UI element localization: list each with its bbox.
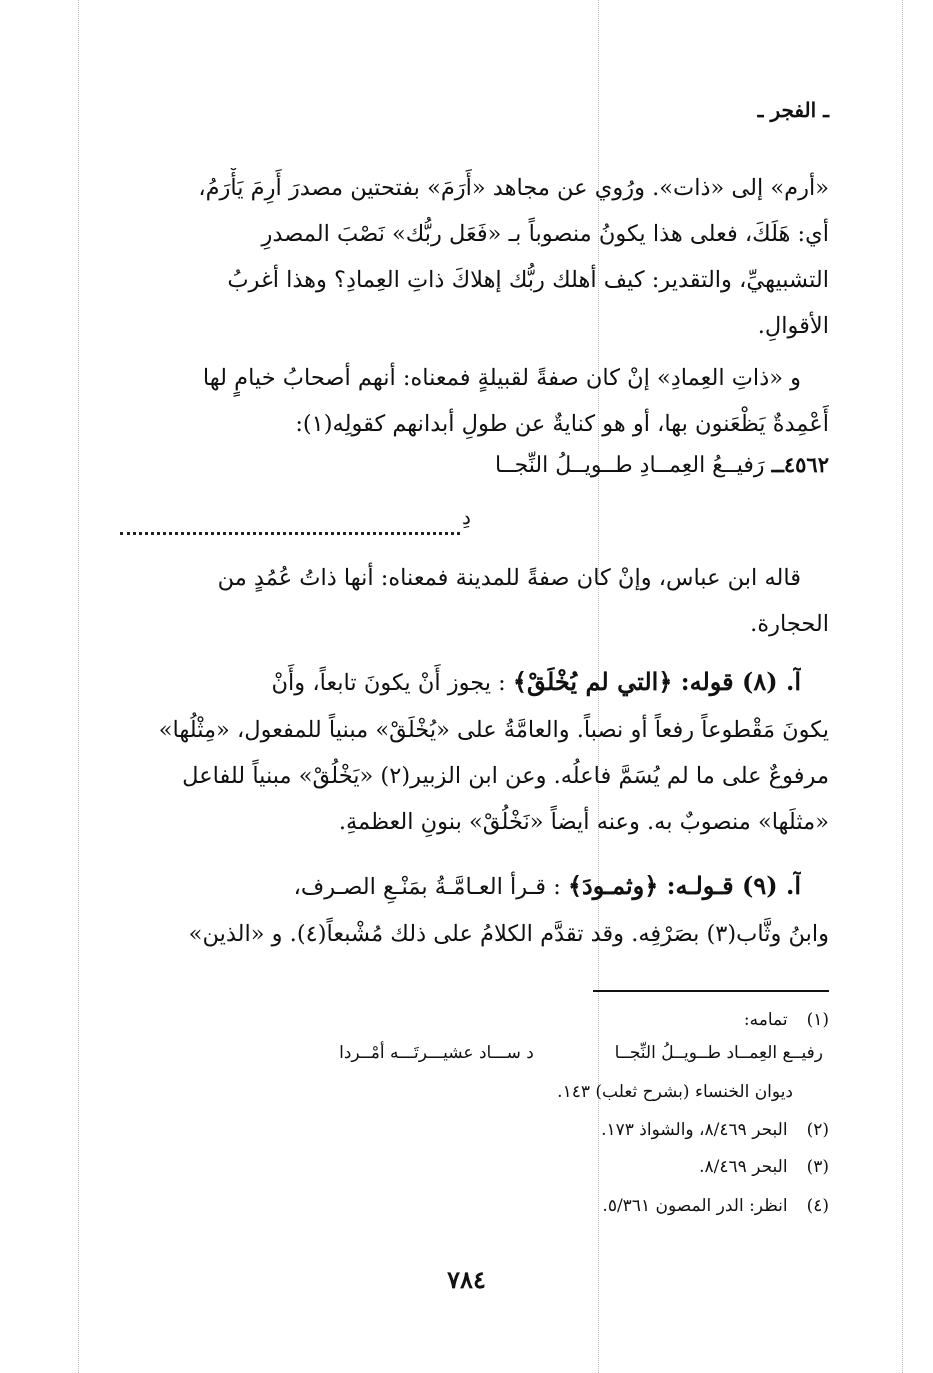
poem-hemistich: د ســـاد عشيـــرتَـــه أمْــردا xyxy=(339,1043,534,1063)
footnote-number: (٢) xyxy=(806,1120,829,1140)
commentary-verse-8 xyxy=(129,662,801,703)
footnote-text: انظر: الدر المصون ٥/٣٦١. xyxy=(602,1196,788,1216)
body-text: : يجوز أَنْ يكونَ تابعاً، وأَنْ xyxy=(271,670,506,696)
verse-heading: آ. (٨) قوله: ﴿التي لم يُخْلَقْ﴾ xyxy=(512,667,801,696)
verse-number: ٤٥٦٢ــ xyxy=(771,452,829,477)
body-line: أَعْمِدةٌ يَظْعَنون بها، أو هو كنايةٌ عن طولِ أبدانهم كقولِه(١): xyxy=(295,411,829,437)
verse-ellipsis-dots xyxy=(120,508,460,535)
footnote-separator xyxy=(593,990,829,992)
body-line: مرفوعٌ على ما لم يُسَمَّ فاعلُه. وعن ابن الزبير(٢) «يَخْلُقْ» مبنياً للفاعل xyxy=(182,763,829,789)
body-line: و «ذاتِ العِمادِ» إنْ كان صفةً لقبيلةٍ فمعناه: أنهم أصحابُ خيامٍ لها xyxy=(202,365,801,391)
footnote-number: (١) xyxy=(806,1010,829,1030)
footnote-4 xyxy=(129,1196,829,1216)
footnote-1 xyxy=(129,1010,829,1030)
footnote-text: البحر ٨/٤٦٩، والشواذ ١٧٣. xyxy=(601,1120,788,1140)
footnote-text: تمامه: xyxy=(743,1010,788,1030)
body-line: الأقوالِ. xyxy=(757,313,829,339)
body-line: «مثلَها» منصوبٌ به. وعنه أيضاً «نَخْلُقْ» بنونِ العظمةِ. xyxy=(338,809,829,835)
running-title: ـ الفجر ـ xyxy=(757,98,829,122)
body-line: يكونَ مَقْطوعاً رفعاً أو نصباً. والعامَّةُ على «يُخْلَقْ» مبنياً للمفعول، «مِثْلُها» xyxy=(158,717,829,743)
footnote-poem xyxy=(143,1043,823,1063)
footnote-number: (٤) xyxy=(806,1196,829,1216)
body-line: أي: هَلَكَ، فعلى هذا يكونُ منصوباً بـ «فَعَل ربُّك» نَصْبَ المصدرِ xyxy=(261,221,829,247)
body-line: الحجارة. xyxy=(750,611,829,637)
page-number: ٧٨٤ xyxy=(447,1265,486,1294)
poem-hemistich: رفيــع العِمــاد طــويــلُ النِّجــا xyxy=(614,1043,823,1063)
footnote-3 xyxy=(129,1157,829,1177)
footnote-text: ديوان الخنساء (بشرح ثعلب) ١٤٣. xyxy=(557,1082,793,1102)
footnote-2 xyxy=(129,1120,829,1140)
footnote-text: البحر ٨/٤٦٩. xyxy=(699,1157,788,1177)
verse-continuation: دِ xyxy=(462,505,471,529)
scan-border-line xyxy=(902,0,903,1373)
body-text: : قـرأ العـامَّـةُ بمَنْـعِ الصـرف، xyxy=(293,874,561,900)
body-line: وابنُ وثَّاب(٣) بصَرْفِه. وقد تقدَّم الكلامُ على ذلك مُشْبعاً(٤). و «الذين» xyxy=(188,921,829,947)
body-line: «أرم» إلى «ذات». ورُوي عن مجاهد «أَرَمَ» بفتحتين مصدرَ أَرِمَ يَأْرَمُ، xyxy=(198,175,829,201)
body-line: قاله ابن عباس، وإنْ كان صفةً للمدينة فمعناه: أنها ذاتُ عُمُدٍ من xyxy=(217,565,801,591)
verse-4562 xyxy=(129,452,829,478)
scan-border-line xyxy=(78,0,79,1373)
verse-text: رَفيــعُ العِمــادِ طــويــلُ النِّجــا xyxy=(494,453,765,478)
commentary-verse-9 xyxy=(129,866,801,907)
footnote-number: (٣) xyxy=(806,1157,829,1177)
body-line: التشبيهيِّ، والتقدير: كيف أهلك ربُّك إهلاكَ ذاتِ العِمادِ؟ وهذا أغربُ xyxy=(227,267,829,293)
verse-heading: آ. (٩) قـولـه: ﴿وثمـودَ﴾ xyxy=(567,871,801,900)
footnote-1-source xyxy=(133,1082,793,1102)
